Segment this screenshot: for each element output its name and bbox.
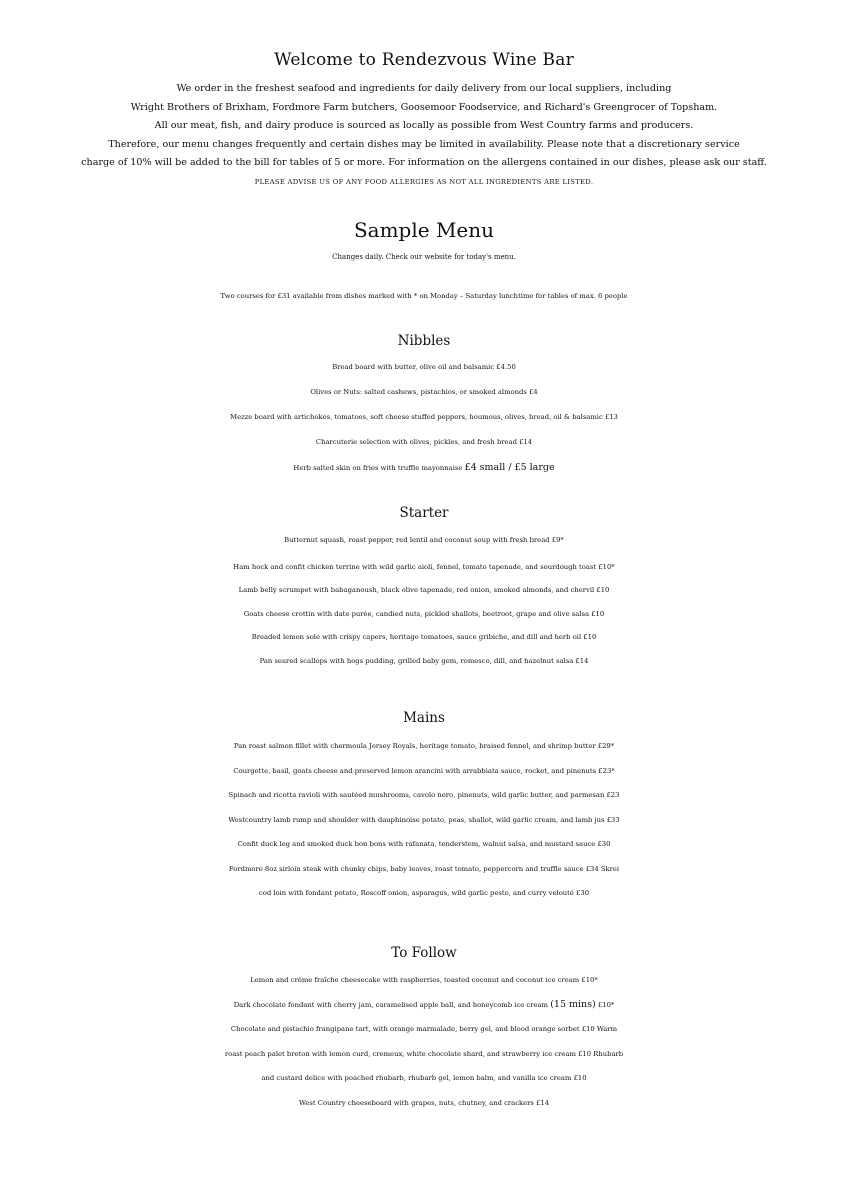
allergy-notice: PLEASE ADVISE US OF ANY FOOD ALLERGIES AS NOT ALL INGREDIENTS ARE LISTED.: [254, 178, 594, 186]
section-heading-to-follow: To Follow: [391, 945, 457, 961]
menu-item-text: Dark chocolate fondant with cherry jam, caramelised apple ball, and honeycomb ice cream: [233, 1000, 549, 1009]
menu-item: cod loin with fondant potato, Roscoff onion, asparagus, wild garlic pesto, and curry velouté £30: [258, 889, 590, 897]
menu-item: roast peach palet breton with lemon curd, cremeux, white chocolate shard, and strawberry ice cream £10 Rhubarb: [224, 1049, 624, 1058]
menu-item: Pan seared scallops with hogs pudding, grilled baby gem, romesco, dill, and hazelnut salsa £14: [259, 656, 589, 665]
menu-item: Pan roast salmon fillet with chermoula Jersey Royals, heritage tomato, braised fennel, and shrimp butter £29*: [233, 742, 615, 750]
menu-item-note: (15 mins): [550, 998, 596, 1010]
menu-item: Bread board with butter, olive oil and balsamic £4.50: [332, 363, 516, 371]
sample-menu-title: Sample Menu: [353, 218, 495, 242]
menu-item: Courgette, basil, goats cheese and preserved lemon arancini with arrabbiata sauce, rocket, and pinenuts £23*: [233, 766, 615, 775]
menu-item: Confit duck leg and smoked duck bon bons with rafanata, tenderstem, walnut salsa, and mustard sauce £30: [237, 840, 611, 848]
nibbles-section: [0, 330, 848, 481]
menu-item-fries: [0, 455, 848, 481]
menu-item: Butternut squash, roast pepper, red lentil and coconut soup with fresh bread £9*: [284, 536, 564, 544]
menu-item: Goats cheese crottin with date purée, candied nuts, pickled shallots, beetroot, grape and olive salsa £10: [243, 609, 605, 618]
menu-item: Charcuterie selection with olives, pickles, and fresh bread £14: [315, 438, 533, 446]
menu-item-price: £4 small / £5 large: [464, 462, 555, 473]
intro-line: charge of 10% will be added to the bill for tables of 5 or more. For information on the allergens contained in our dishes, please ask our staff.: [81, 157, 767, 168]
starter-section: [0, 502, 848, 673]
intro-line: Wright Brothers of Brixham, Fordmore Farm butchers, Goosemoor Foodservice, and Richard's Greengrocer of Topsham.: [130, 101, 718, 113]
menu-item: Lemon and crème fraîche cheesecake with raspberries, toasted coconut and coconut ice cream £10*: [250, 976, 598, 984]
section-heading-starter: Starter: [399, 505, 449, 521]
to-follow-section: [0, 942, 848, 1115]
menu-item: Westcountry lamb rump and shoulder with dauphinoise potato, peas, shallot, wild garlic cream, and lamb jus £33: [228, 815, 620, 824]
menu-item-text: Herb salted skin on fries with truffle mayonnaise: [293, 464, 463, 472]
menu-item-fondant: [0, 993, 848, 1018]
menu-item: Ham hock and confit chicken terrine with wild garlic aioli, fennel, tomato tapenade, and sourdough toast £10*: [233, 562, 615, 571]
intro-paragraph: [40, 80, 808, 173]
mains-section: [0, 707, 848, 906]
menu-item: and custard delice with poached rhubarb, rhubarb gel, lemon balm, and vanilla ice cream £10: [261, 1074, 587, 1082]
menu-item: Fordmore 8oz sirloin steak with chunky chips, baby leaves, roast tomato, peppercorn and truffle sauce £34 Skrei: [228, 864, 620, 873]
menu-item: Lamb belly scrumpet with babaganoush, black olive tapenade, red onion, smoked almonds, and chervil £10: [238, 586, 610, 594]
menu-item: Olives or Nuts: salted cashews, pistachios, or smoked almonds £4: [310, 388, 538, 396]
sample-menu-subtitle: Changes daily. Check our website for today's menu.: [332, 253, 516, 261]
menu-item: Chocolate and pistachio frangipane tart, with orange marmalade, berry gel, and blood orange sorbet £10 Warm: [230, 1025, 618, 1033]
menu-item: Spinach and ricotta ravioli with sautéed mushrooms, cavolo nero, pinenuts, wild garlic butter, and parmesan £23: [228, 791, 620, 799]
intro-line: Therefore, our menu changes frequently and certain dishes may be limited in availability. Please note that a discretionary service: [108, 138, 740, 150]
menu-item: Mezze board with artichokes, tomatoes, soft cheese stuffed peppers, houmous, olives, bread, oil & balsamic £13: [230, 413, 618, 421]
section-heading-nibbles: Nibbles: [397, 333, 451, 349]
section-heading-mains: Mains: [403, 710, 445, 726]
menu-item-price: £10*: [597, 1000, 615, 1009]
page-title: Welcome to Rendezvous Wine Bar: [274, 50, 574, 70]
menu-item: West Country cheeseboard with grapes, nuts, chutney, and crackers £14: [298, 1098, 550, 1107]
two-course-offer: Two courses for £31 available from dishes marked with * on Monday – Saturday lunchtime for tables of max. 6 people: [220, 292, 628, 300]
intro-line: All our meat, fish, and dairy produce is sourced as locally as possible from West Country farms and producers.: [154, 120, 694, 131]
intro-line: We order in the freshest seafood and ingredients for daily delivery from our local suppliers, including: [176, 83, 672, 94]
menu-item: Breaded lemon sole with crispy capers, heritage tomatoes, sauce gribiche, and dill and herb oil £10: [251, 633, 597, 641]
